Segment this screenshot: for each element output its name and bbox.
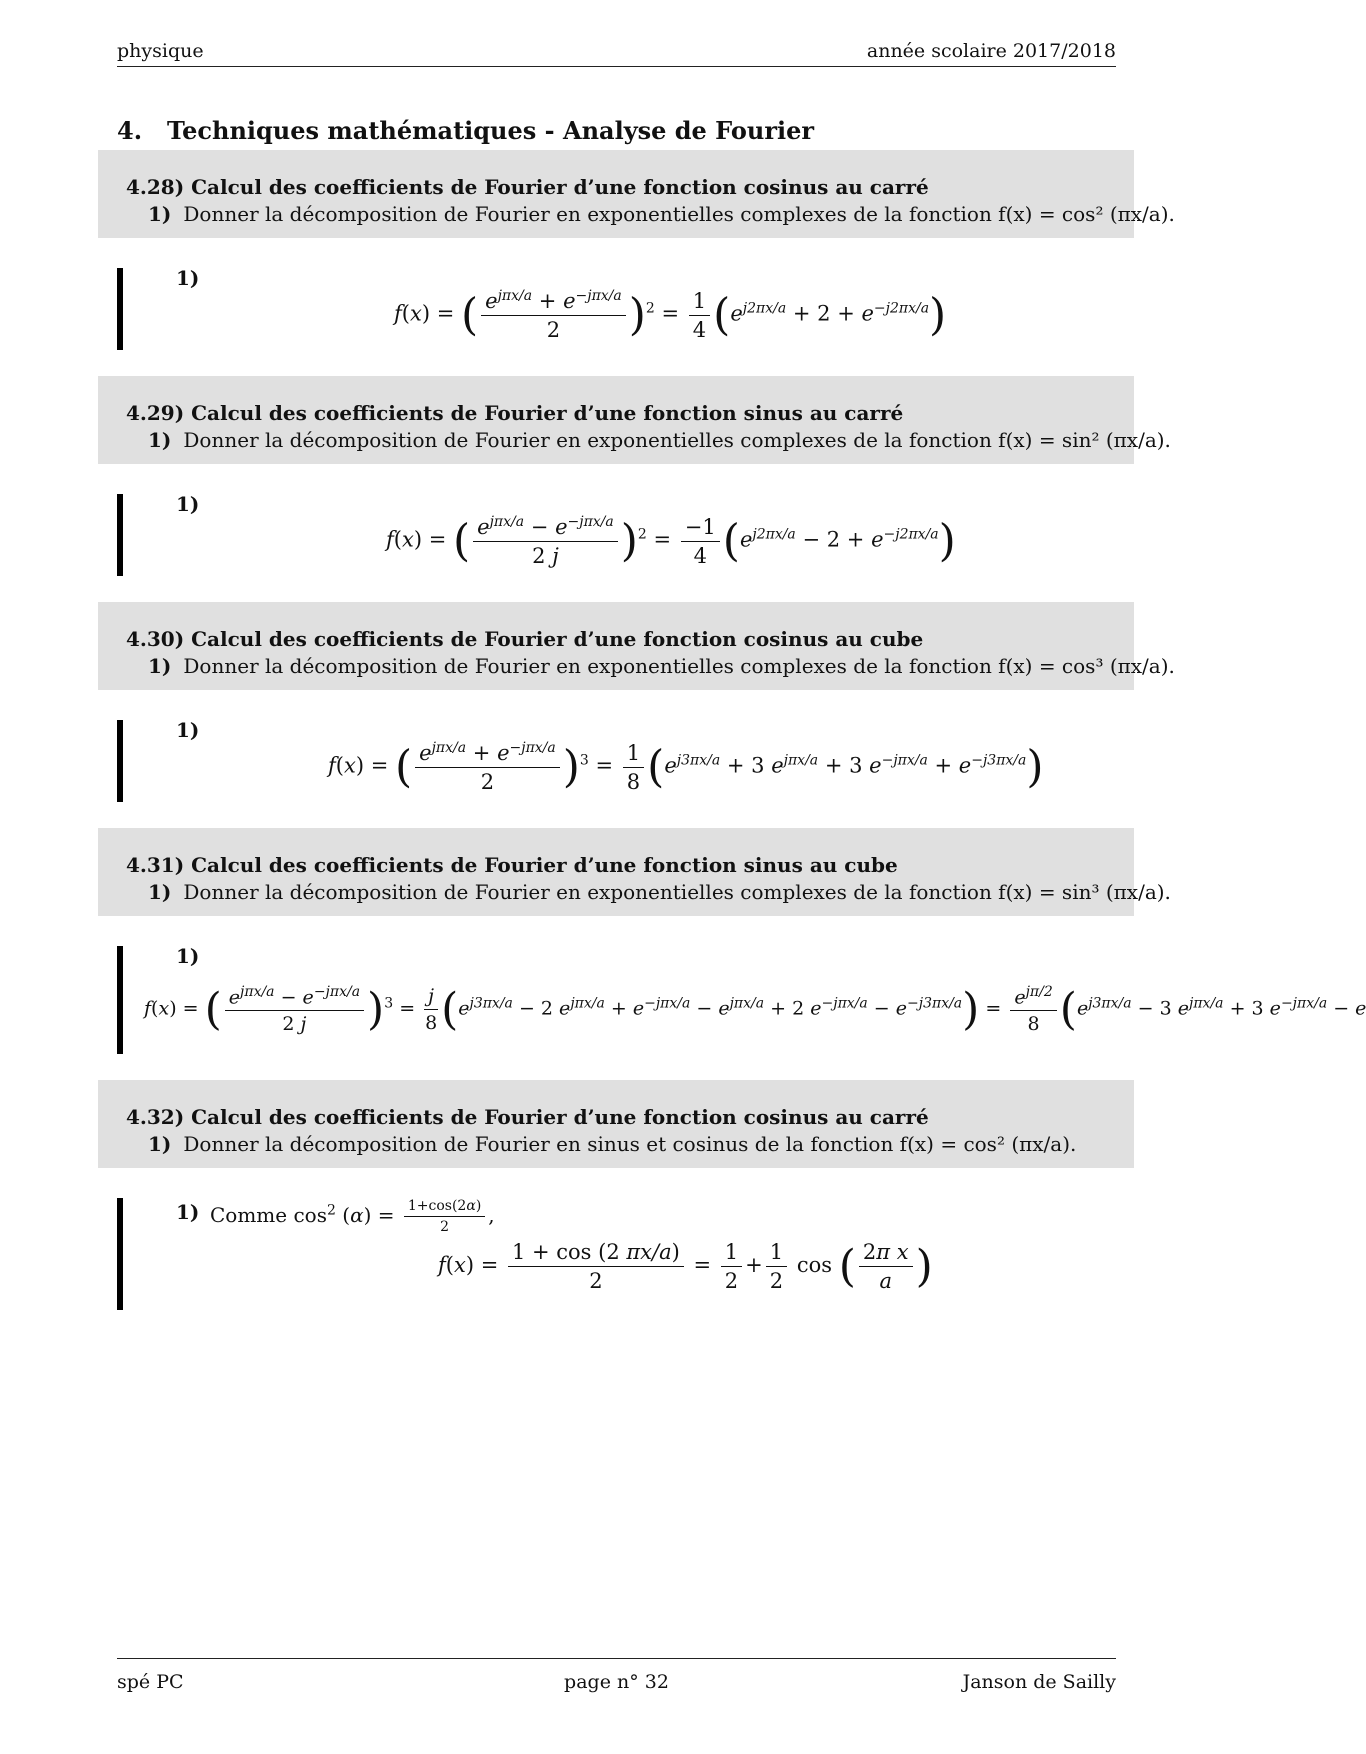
answer-intro: Comme $\cos^2 (\alpha)$ = $\frac{1+\cos(2\alpha)}{2}$ , — [210, 1198, 495, 1235]
exercise-title: 4.32) Calcul des coefficients de Fourier d’une fonction cosinus au carré — [126, 1105, 929, 1129]
answer-label: 1) — [176, 1200, 200, 1224]
answer-bar — [117, 1198, 123, 1310]
answer-bar — [117, 268, 123, 350]
answer-equation: f(x) = ( $\frac{e^{j\pi x/a} + e^{-j\pi x/a}}{2}$ )$^3$ = $\frac{1}{8}$ ($e^{j3\pi x/a} + 3$ $e^{j\pi x/a} + 3$ $e^{-j\pi x/a} + e^{-j3\pi x/a}$) — [328, 740, 1044, 794]
footer-school: Janson de Sailly — [962, 1671, 1116, 1693]
answer-equation: f(x) = ( $\frac{e^{j\pi x/a} - e^{-j\pi x/a}}{2 j}$ )$^3$ = $\frac{j}{8}$ ($e^{j3\pi x/a} - 2$ $e^{j\pi x/a} + e^{-j\pi x/a} - e^{j\pi x/a} + 2$ $e^{-j\pi x/a} - e^{-j3\pi x/a}$) = $\frac{e^{j\pi/2}}{8}$ ($e^{j3\pi x/a} - 3$ $e^{j\pi x/a} + 3$ $e^{-j\pi x/a} - e$ — [144, 984, 1366, 1036]
answer-bar — [117, 946, 123, 1054]
exercise-title: 4.30) Calcul des coefficients de Fourier d’une fonction cosinus au cube — [126, 627, 924, 651]
exercise-title: 4.28) Calcul des coefficients de Fourier d’une fonction cosinus au carré — [126, 175, 929, 199]
exercise-box — [98, 376, 1171, 464]
answer-equation: f(x) = ( $\frac{e^{j\pi x/a} + e^{-j\pi x/a}}{2}$ )$^2$ = $\frac{1}{4}$ $(e^{j2\pi x/a} + 2 + e^{-j2\pi x/a})$ — [394, 288, 947, 342]
section-title: Techniques mathématiques - Analyse de Fourier — [167, 116, 815, 145]
exercise-box — [98, 150, 1175, 238]
page-footer — [117, 1658, 1116, 1693]
answer-bar — [117, 720, 123, 802]
answer-equation: f(x) = $\frac{1 + \cos (2 \pi x/a)}{2}$ = $\frac{1}{2}$ + $\frac{1}{2}$ cos ( $\frac{\text{2π x}}{a}$ ) — [438, 1240, 933, 1293]
exercise-title: 4.29) Calcul des coefficients de Fourier d’une fonction sinus au carré — [126, 401, 904, 425]
answer-label: 1) — [176, 492, 200, 516]
answer-label: 1) — [176, 266, 200, 290]
answer-bar — [117, 494, 123, 576]
exercise-question: 1) Donner la décomposition de Fourier en exponentielles complexes de la fonction f(x) = cos² (πx/a). — [148, 202, 1175, 226]
section-heading — [117, 116, 814, 145]
exercise-question: 1) Donner la décomposition de Fourier en exponentielles complexes de la fonction f(x) = cos³ (πx/a). — [148, 654, 1175, 678]
header-subject: physique — [117, 40, 204, 62]
exercise-box — [98, 828, 1171, 916]
answer-equation-clip — [144, 984, 1366, 1054]
answer-label: 1) — [176, 944, 200, 968]
footer-class: spé PC — [117, 1671, 184, 1693]
exercise-box — [98, 1080, 1134, 1168]
section-number: 4. — [117, 116, 143, 145]
answer-label: 1) — [176, 718, 200, 742]
footer-page-number: page n° 32 — [564, 1671, 669, 1693]
answer-equation: f(x) = ( $\frac{e^{j\pi x/a} - e^{-j\pi x/a}}{2 j}$ )$^2$ = $\frac{-1}{4}$ $(e^{j2\pi x/a} - 2 + e^{-j2\pi x/a})$ — [386, 514, 956, 568]
exercise-title: 4.31) Calcul des coefficients de Fourier d’une fonction sinus au cube — [126, 853, 898, 877]
header-school-year: année scolaire 2017/2018 — [866, 40, 1116, 62]
exercise-question: 1) Donner la décomposition de Fourier en sinus et cosinus de la fonction f(x) = cos² (πx/a). — [148, 1132, 1077, 1156]
page-header — [117, 40, 1116, 67]
exercise-question: 1) Donner la décomposition de Fourier en exponentielles complexes de la fonction f(x) = sin³ (πx/a). — [148, 880, 1171, 904]
exercise-box — [98, 602, 1175, 690]
exercise-question: 1) Donner la décomposition de Fourier en exponentielles complexes de la fonction f(x) = sin² (πx/a). — [148, 428, 1171, 452]
